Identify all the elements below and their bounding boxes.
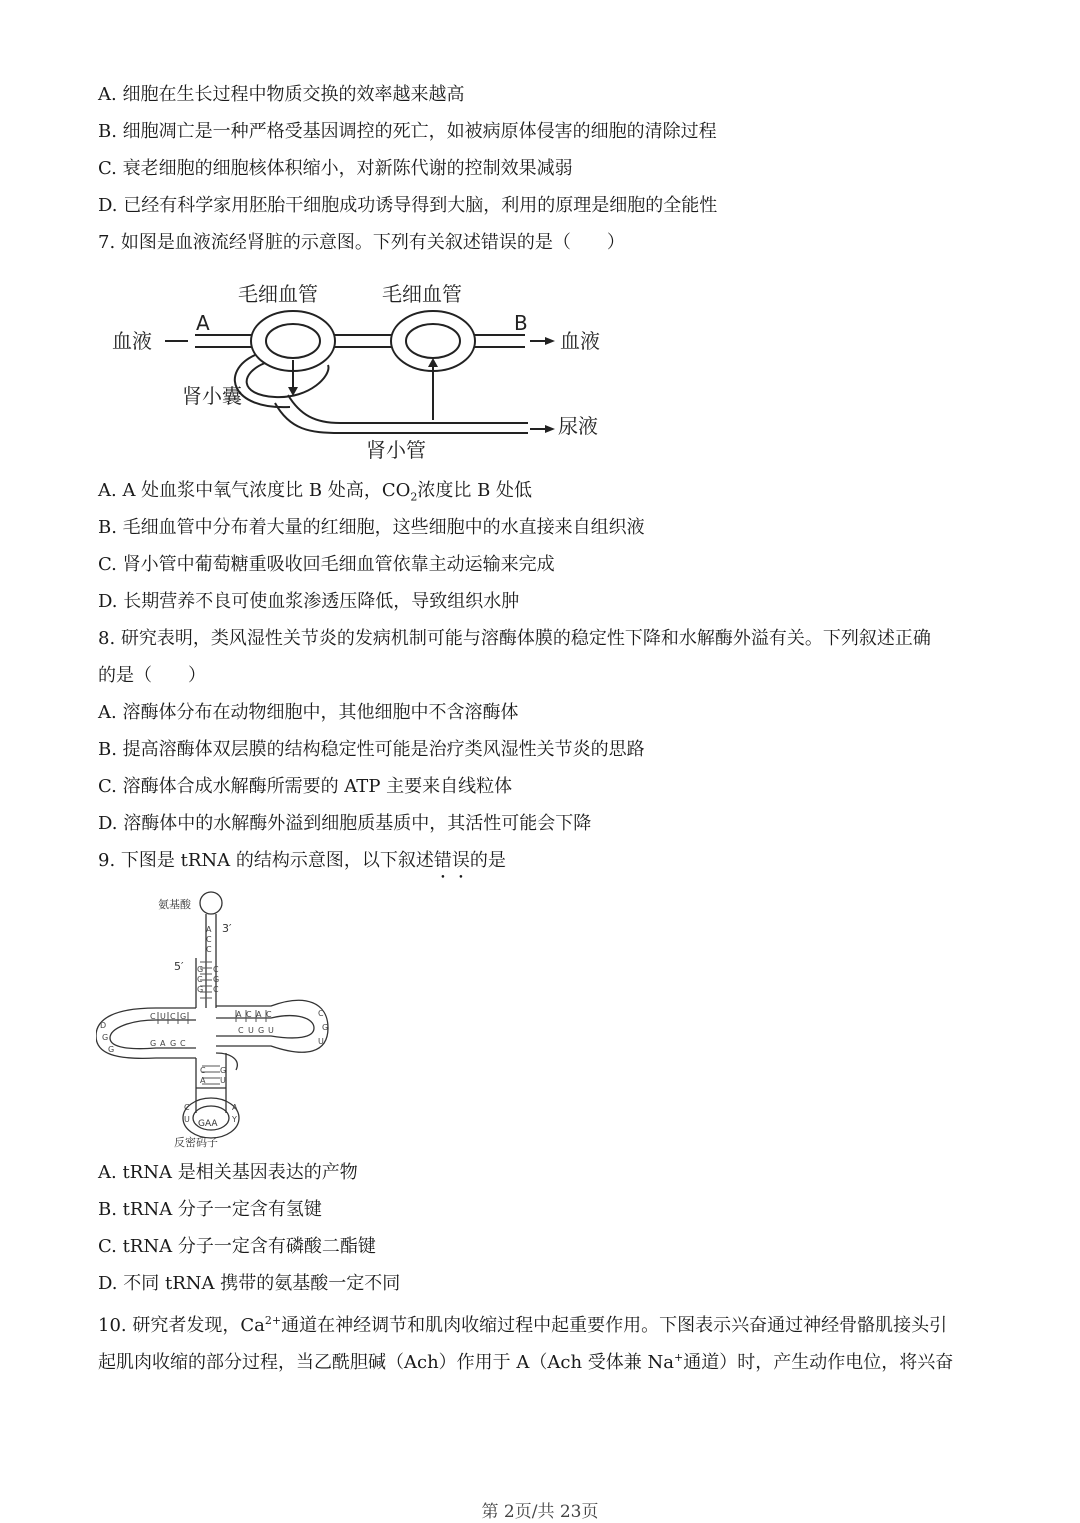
label-capillary-1: 毛细血管 [238,282,318,306]
svg-text:G: G [108,1045,115,1054]
svg-text:G: G [197,985,204,994]
q9-option-c: C. tRNA 分子一定含有磷酸二酯键 [98,1236,376,1257]
svg-text:C: C [213,965,219,974]
svg-text:C: C [150,1012,156,1021]
label-anticodon-bases: GAA [198,1119,218,1129]
label-urine: 尿液 [558,414,598,438]
svg-text:G: G [220,1066,227,1075]
q9-option-a: A. tRNA 是相关基因表达的产物 [98,1162,358,1183]
svg-text:A: A [256,1010,262,1019]
q10-stem-line-1: 10. 研究者发现，$Ca^{2+}$通道在神经调节和肌肉收缩过程中起重要作用。下图表示兴奋通过神经骨骼肌接头引 [98,1314,948,1336]
label-5-prime: 5′ [174,960,184,973]
svg-text:G: G [170,1039,177,1048]
q8-option-b: B. 提高溶酶体双层膜的结构稳定性可能是治疗类风湿性关节炎的思路 [98,739,645,760]
svg-text:C: C [184,1103,190,1112]
q8-stem-line-2: 的是（ ） [98,665,206,686]
svg-text:C: C [206,945,212,954]
q6-option-b: B. 细胞凋亡是一种严格受基因调控的死亡，如被病原体侵害的细胞的清除过程 [98,121,717,142]
svg-text:G: G [258,1026,265,1035]
svg-text:C: C [206,935,212,944]
svg-text:G: G [322,1023,329,1032]
svg-text:G: G [102,1033,109,1042]
svg-text:C: C [266,1010,272,1019]
svg-text:G: G [150,1039,157,1048]
svg-text:G: G [180,1012,187,1021]
svg-text:C: C [213,985,219,994]
svg-text:C: C [180,1039,186,1048]
q7-option-b: B. 毛细血管中分布着大量的红细胞，这些细胞中的水直接来自组织液 [98,517,645,538]
svg-text:A: A [200,1076,206,1085]
q9-stem: 9. 下图是 tRNA 的结构示意图，以下叙述错误的是 [98,850,506,871]
svg-text:C: C [197,975,203,984]
q9-option-d: D. 不同 tRNA 携带的氨基酸一定不同 [98,1273,401,1294]
q10-stem-line-2: 起肌肉收缩的部分过程，当乙酰胆碱（Ach）作用于 A（Ach 受体兼 Na+通道）时，产生动作电位，将兴奋 [98,1351,954,1373]
label-renal-tubule: 肾小管 [366,438,426,462]
svg-text:A: A [236,1010,242,1019]
svg-text:U: U [248,1026,254,1035]
label-point-b: B [514,311,528,335]
kidney-blood-flow-diagram [100,275,620,470]
svg-text:C: C [238,1026,244,1035]
label-blood-in: 血液 [112,329,152,353]
svg-text:C: C [200,1066,206,1075]
q7-option-d: D. 长期营养不良可使血浆渗透压降低，导致组织水肿 [98,591,520,612]
svg-text:C: C [246,1010,252,1019]
svg-text:U: U [160,1012,166,1021]
q8-option-a: A. 溶酶体分布在动物细胞中，其他细胞中不含溶酶体 [98,702,519,723]
label-amino-acid: 氨基酸 [158,898,191,911]
trna-structure-diagram [96,888,336,1150]
svg-text:U: U [220,1076,226,1085]
svg-text:U: U [318,1037,324,1046]
svg-text:A: A [232,1103,238,1112]
q6-option-d: D. 已经有科学家用胚胎干细胞成功诱导得到大脑，利用的原理是细胞的全能性 [98,195,718,216]
label-3-prime: 3′ [222,922,232,935]
svg-text:A: A [160,1039,166,1048]
svg-text:D: D [100,1021,107,1030]
q8-stem-line-1: 8. 研究表明，类风湿性关节炎的发病机制可能与溶酶体膜的稳定性下降和水解酶外溢有关。下列叙述正确 [98,628,931,649]
label-renal-capsule: 肾小囊 [182,384,242,408]
label-anticodon: 反密码子 [174,1136,218,1149]
svg-text:G: G [197,965,204,974]
svg-text:C: C [170,1012,176,1021]
svg-text:U: U [268,1026,274,1035]
q8-option-d: D. 溶酶体中的水解酶外溢到细胞质基质中，其活性可能会下降 [98,813,592,834]
q7-option-a: A. A 处血浆中氧气浓度比 B 处高，$CO_2$浓度比 B 处低 [98,480,533,504]
q7-option-c: C. 肾小管中葡萄糖重吸收回毛细血管依靠主动运输来完成 [98,554,555,575]
svg-text:U: U [184,1115,190,1124]
svg-text:C: C [318,1009,324,1018]
q7-stem: 7. 如图是血液流经肾脏的示意图。下列有关叙述错误的是（ ） [98,232,625,253]
q6-option-c: C. 衰老细胞的细胞核体积缩小，对新陈代谢的控制效果减弱 [98,158,573,179]
svg-text:A: A [206,925,212,934]
svg-text:G: G [213,975,220,984]
q9-option-b: B. tRNA 分子一定含有氢键 [98,1199,322,1220]
q8-option-c: C. 溶酶体合成水解酶所需要的 ATP 主要来自线粒体 [98,776,513,797]
q6-option-a: A. 细胞在生长过程中物质交换的效率越来越高 [98,84,465,105]
page-number-footer: 第 2页/共 23页 [481,1502,599,1522]
label-blood-out: 血液 [560,329,600,353]
label-capillary-2: 毛细血管 [382,282,462,306]
label-point-a: A [196,311,210,335]
svg-text:Y: Y [232,1115,237,1124]
